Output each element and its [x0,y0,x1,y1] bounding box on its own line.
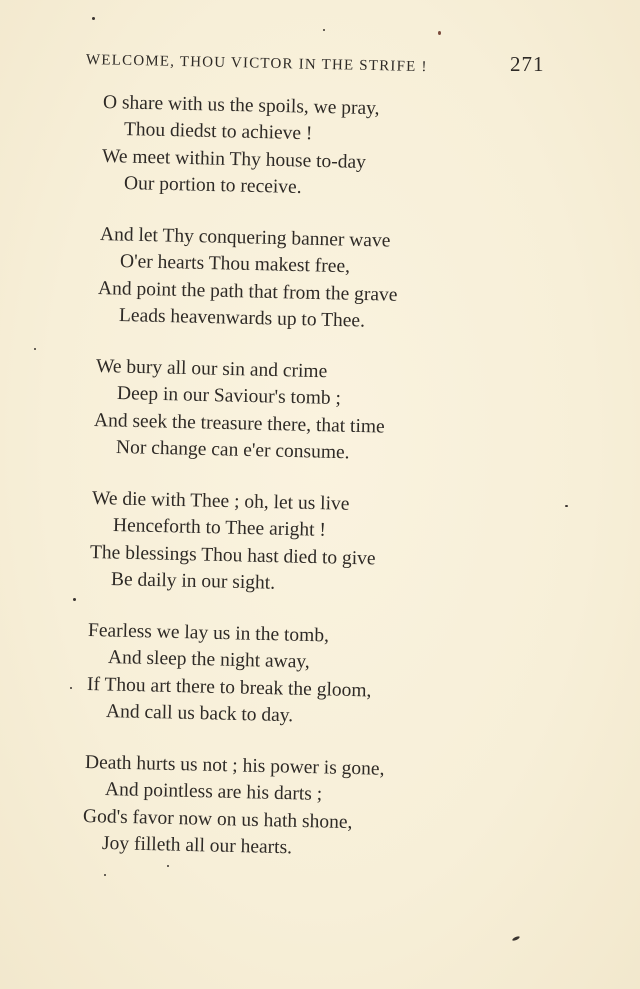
paper-speck [167,865,169,867]
paper-speck [70,687,72,689]
stanza-line: Joy filleth all our hearts. [101,833,293,859]
stanza-2 [0,222,640,332]
stanza-line: If Thou art there to break the gloom, [86,674,372,702]
stanza-line: And seek the treasure there, that time [93,410,385,438]
stanza-line: Nor change can e'er consume. [115,437,350,464]
stanza-line: Deep in our Saviour's tomb ; [116,383,342,410]
stanza-4 [0,486,640,596]
page-header [86,50,556,80]
stanza-line: O share with us the spoils, we pray, [102,92,380,120]
stanza-line: Be daily in our sight. [110,569,276,594]
stanza-line: Leads heavenwards up to Thee. [118,305,366,332]
stanza-line: Henceforth to Thee aright ! [112,515,327,541]
page-number: 271 [510,52,545,76]
paper-speck [92,17,95,20]
stanza-line: And point the path that from the grave [97,278,398,306]
stanza-line: And sleep the night away, [107,647,311,673]
stanza-line: The blessings Thou hast died to give [89,542,376,570]
stanza-line: O'er hearts Thou makest free, [119,251,351,278]
paper-speck [512,935,521,941]
paper-speck [438,31,441,35]
stanza-line: Fearless we lay us in the tomb, [87,620,330,647]
paper-speck [73,598,76,601]
stanza-line: Thou diedst to achieve ! [123,119,313,145]
stanza-line: And call us back to day. [105,701,294,727]
stanza-line: Our portion to receive. [123,173,302,199]
paper-speck [565,505,568,507]
running-title: WELCOME, THOU VICTOR IN THE STRIFE ! [85,52,428,76]
paper-speck [323,29,325,31]
stanza-3 [0,354,640,464]
stanza-5 [0,618,640,728]
stanza-line: And pointless are his darts ; [104,779,323,805]
stanza-line: God's favor now on us hath shone, [82,806,353,834]
stanza-line: And let Thy conquering banner wave [99,224,391,252]
stanza-line: We meet within Thy house to-day [101,146,367,173]
stanza-line: We bury all our sin and crime [95,356,328,383]
stanza-1 [0,90,640,200]
paper-speck [104,874,106,876]
paper-speck [34,348,36,350]
stanza-6 [0,750,640,860]
stanza-line: We die with Thee ; oh, let us live [91,488,350,515]
stanza-line: Death hurts us not ; his power is gone, [84,752,385,780]
